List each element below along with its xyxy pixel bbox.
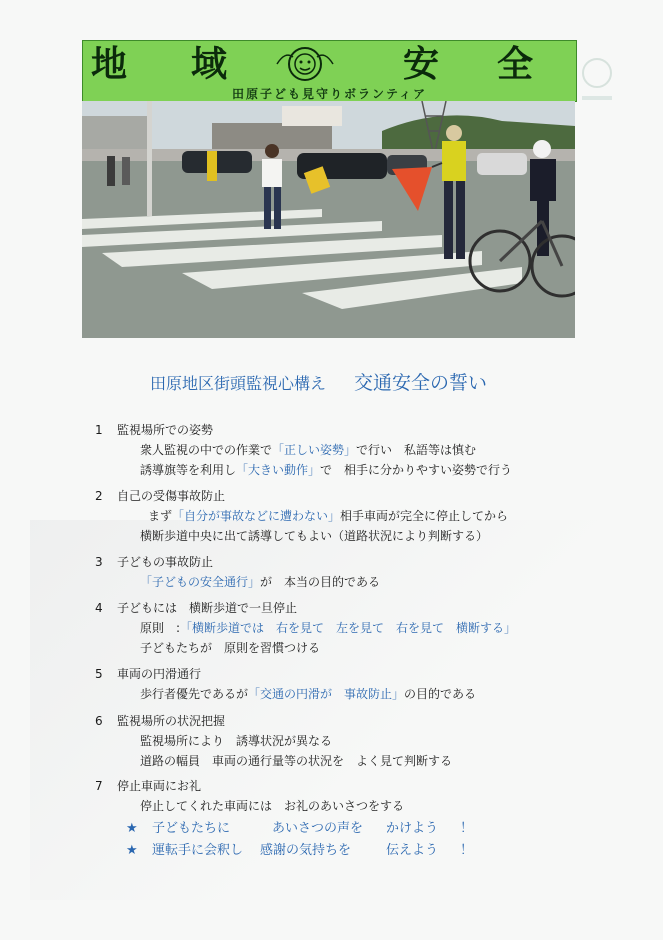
item-title: 子どもには 横断歩道で一旦停止 [117,601,298,615]
item-highlight: 「子どもの安全通行」 [140,575,261,589]
list-item [95,776,615,816]
heading-part1: 田原地区街頭監視心構え [150,374,327,393]
item-title: 監視場所での姿勢 [117,423,214,437]
item-highlight: 「横断歩道では 右を見て 左を見て 右を見て 横断する」 [180,621,517,635]
item-number: 2 [95,489,103,503]
item-number: 6 [95,714,103,728]
item-text: 監視場所により 誘導状況が異なる [140,734,333,748]
heading-part2: 交通安全の誓い [354,372,488,394]
lion-emblem-icon [273,45,337,83]
item-text: 停止してくれた車両には お礼のあいさつをする [140,799,405,813]
item-title: 子どもの事故防止 [117,555,214,569]
item-text: が 本当の目的である [260,575,381,589]
slogan-part: ！ [460,821,474,836]
item-text: で 相手に分かりやすい姿勢で行う [320,463,513,477]
item-highlight: 「自分が事故などに遭わない」 [172,509,341,523]
banner-subtitle: 田原子ども見守りボランティア [231,87,428,101]
crosswalk-photo [82,101,575,338]
item-title: 停止車両にお礼 [117,779,202,793]
title-banner [82,40,577,102]
slogan-part: かけよう [386,821,439,836]
item-number: 1 [95,423,103,437]
slogan-part: 子どもたちに [152,821,231,836]
item-number: 3 [95,555,103,569]
item-title: 自己の受傷事故防止 [117,489,226,503]
star-icon: ★ [126,821,138,836]
item-text: まず [148,509,173,523]
slogan-part: ！ [460,843,474,858]
list-item [95,486,615,546]
slogan-part: あいさつの声を [272,821,364,836]
item-text: 誘導旗等を利用し [140,463,237,477]
item-highlight: 「大きい動作」 [236,463,321,477]
banner-char-zen: 全 [497,44,536,85]
item-text: 原則 : [140,621,181,635]
item-text: 道路の幅員 車両の通行量等の状況を よく見て判断する [140,754,453,768]
slogan-part: 運転手に会釈し [152,843,244,858]
banner-char-an: 安 [403,44,442,85]
item-text: 相手車両が完全に停止してから [340,509,509,523]
item-text: の目的である [404,687,477,701]
banner-char-chi: 地 [91,44,130,85]
slogan-part: 伝えよう [386,843,439,858]
list-item [95,711,615,771]
item-text: 横断歩道中央に出て誘導してもよい（道路状況により判断する） [140,529,489,543]
faint-logo-bar [582,96,612,100]
slogan-part: 感謝の気持ちを [260,843,352,858]
item-text: 子どもたちが 原則を習慣つける [140,641,321,655]
list-item [95,664,615,704]
list-item [95,598,615,658]
banner-char-iki: 域 [191,44,230,85]
slogan-line [126,818,473,840]
faint-logo-icon [582,58,612,88]
star-icon: ★ [126,843,138,858]
list-item [95,420,615,480]
item-title: 監視場所の状況把握 [117,714,226,728]
item-highlight: 「交通の円滑が 事故防止」 [248,687,405,701]
item-highlight: 「正しい姿勢」 [272,443,357,457]
crosswalk-scene-image [82,101,575,338]
item-text: 衆人監視の中での作業で [140,443,273,457]
item-text: で行い 私語等は慎む [356,443,477,457]
item-number: 4 [95,601,103,615]
page-heading [150,368,487,395]
slogan-line [126,840,473,862]
list-item [95,552,615,592]
item-number: 5 [95,667,103,681]
item-title: 車両の円滑通行 [117,667,202,681]
item-text: 歩行者優先であるが [140,687,249,701]
item-number: 7 [95,779,103,793]
